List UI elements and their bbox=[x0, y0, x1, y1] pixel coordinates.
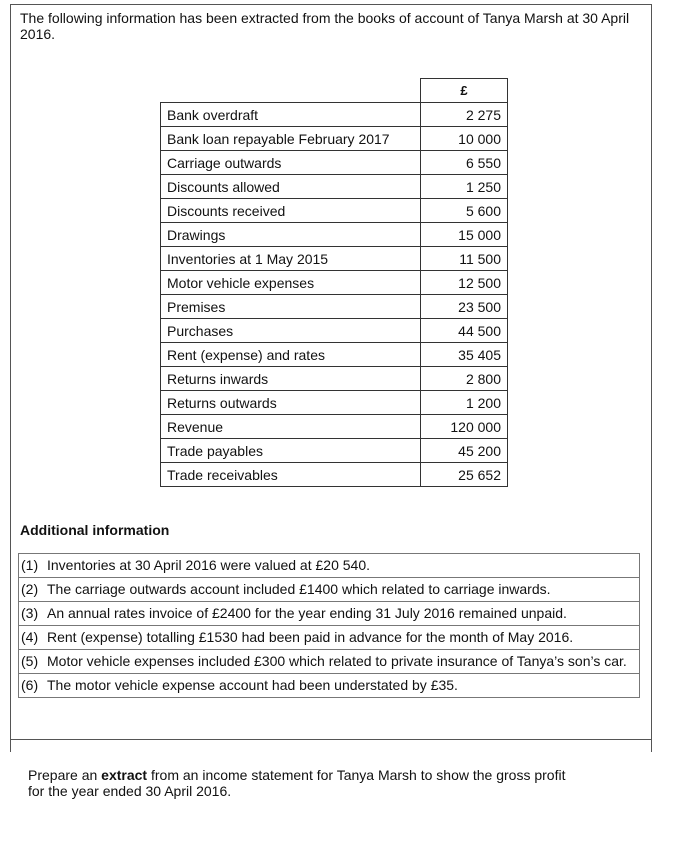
row-amount: 45 200 bbox=[421, 439, 508, 463]
row-amount: 23 500 bbox=[421, 295, 508, 319]
note-number: (6) bbox=[21, 677, 39, 693]
prompt-text-after: from an income statement for Tanya Marsh to show the gross profit for the year ended 30 April 2016. bbox=[28, 767, 566, 799]
table-row bbox=[161, 439, 508, 463]
list-item bbox=[18, 577, 640, 601]
row-amount: 10 000 bbox=[421, 127, 508, 151]
table-row bbox=[161, 463, 508, 487]
note-text: Inventories at 30 April 2016 were valued at £20 540. bbox=[47, 557, 370, 573]
list-item bbox=[18, 649, 640, 673]
row-label: Drawings bbox=[161, 223, 421, 247]
table-row bbox=[161, 175, 508, 199]
note-text: The carriage outwards account included £1400 which related to carriage inwards. bbox=[47, 581, 551, 597]
row-amount: 11 500 bbox=[421, 247, 508, 271]
row-amount: 2 275 bbox=[421, 103, 508, 127]
table-row bbox=[161, 367, 508, 391]
row-amount: 44 500 bbox=[421, 319, 508, 343]
note-text: An annual rates invoice of £2400 for the year ending 31 July 2016 remained unpaid. bbox=[47, 605, 567, 621]
row-label: Returns inwards bbox=[161, 367, 421, 391]
note-text: The motor vehicle expense account had been understated by £35. bbox=[47, 677, 458, 693]
list-item bbox=[18, 601, 640, 625]
currency-header: £ bbox=[421, 79, 508, 103]
row-label: Discounts allowed bbox=[161, 175, 421, 199]
table-row bbox=[161, 223, 508, 247]
row-amount: 1 200 bbox=[421, 391, 508, 415]
table-header-blank bbox=[161, 79, 421, 103]
row-amount: 1 250 bbox=[421, 175, 508, 199]
table-row bbox=[161, 103, 508, 127]
table-row bbox=[161, 127, 508, 151]
note-number: (3) bbox=[21, 605, 39, 621]
row-label: Inventories at 1 May 2015 bbox=[161, 247, 421, 271]
frame-right-extension bbox=[651, 740, 652, 752]
prompt-text-before: Prepare an bbox=[28, 767, 102, 783]
row-label: Premises bbox=[161, 295, 421, 319]
table-row bbox=[161, 319, 508, 343]
note-number: (4) bbox=[21, 629, 39, 645]
note-text: Motor vehicle expenses included £300 which related to private insurance of Tanya’s son’s car. bbox=[47, 653, 627, 669]
additional-info-heading: Additional information bbox=[20, 522, 170, 538]
table-row bbox=[161, 247, 508, 271]
row-label: Rent (expense) and rates bbox=[161, 343, 421, 367]
note-number: (1) bbox=[21, 557, 39, 573]
row-label: Returns outwards bbox=[161, 391, 421, 415]
note-text: Rent (expense) totalling £1530 had been paid in advance for the month of May 2016. bbox=[47, 629, 574, 645]
row-amount: 5 600 bbox=[421, 199, 508, 223]
row-amount: 25 652 bbox=[421, 463, 508, 487]
row-amount: 35 405 bbox=[421, 343, 508, 367]
row-label: Purchases bbox=[161, 319, 421, 343]
row-label: Bank overdraft bbox=[161, 103, 421, 127]
list-item bbox=[18, 673, 640, 698]
row-amount: 120 000 bbox=[421, 415, 508, 439]
table-row bbox=[161, 271, 508, 295]
table-row bbox=[161, 415, 508, 439]
note-number: (2) bbox=[21, 581, 39, 597]
list-item bbox=[18, 625, 640, 649]
list-item bbox=[18, 553, 640, 577]
row-label: Bank loan repayable February 2017 bbox=[161, 127, 421, 151]
table-row bbox=[161, 199, 508, 223]
table-row bbox=[161, 295, 508, 319]
table-row bbox=[161, 343, 508, 367]
row-label: Discounts received bbox=[161, 199, 421, 223]
row-amount: 2 800 bbox=[421, 367, 508, 391]
table-row bbox=[161, 391, 508, 415]
prompt-bold-word: extract bbox=[101, 767, 148, 783]
additional-info-list bbox=[18, 553, 640, 698]
row-label: Revenue bbox=[161, 415, 421, 439]
question-prompt bbox=[28, 767, 568, 799]
row-amount: 15 000 bbox=[421, 223, 508, 247]
intro-text: The following information has been extracted from the books of account of Tanya Marsh at 30 April 2016. bbox=[20, 10, 630, 42]
row-label: Motor vehicle expenses bbox=[161, 271, 421, 295]
row-label: Trade payables bbox=[161, 439, 421, 463]
row-label: Carriage outwards bbox=[161, 151, 421, 175]
frame-left-extension bbox=[10, 740, 11, 752]
table-row bbox=[161, 151, 508, 175]
row-label: Trade receivables bbox=[161, 463, 421, 487]
accounts-table bbox=[160, 78, 508, 487]
note-number: (5) bbox=[21, 653, 39, 669]
row-amount: 12 500 bbox=[421, 271, 508, 295]
row-amount: 6 550 bbox=[421, 151, 508, 175]
